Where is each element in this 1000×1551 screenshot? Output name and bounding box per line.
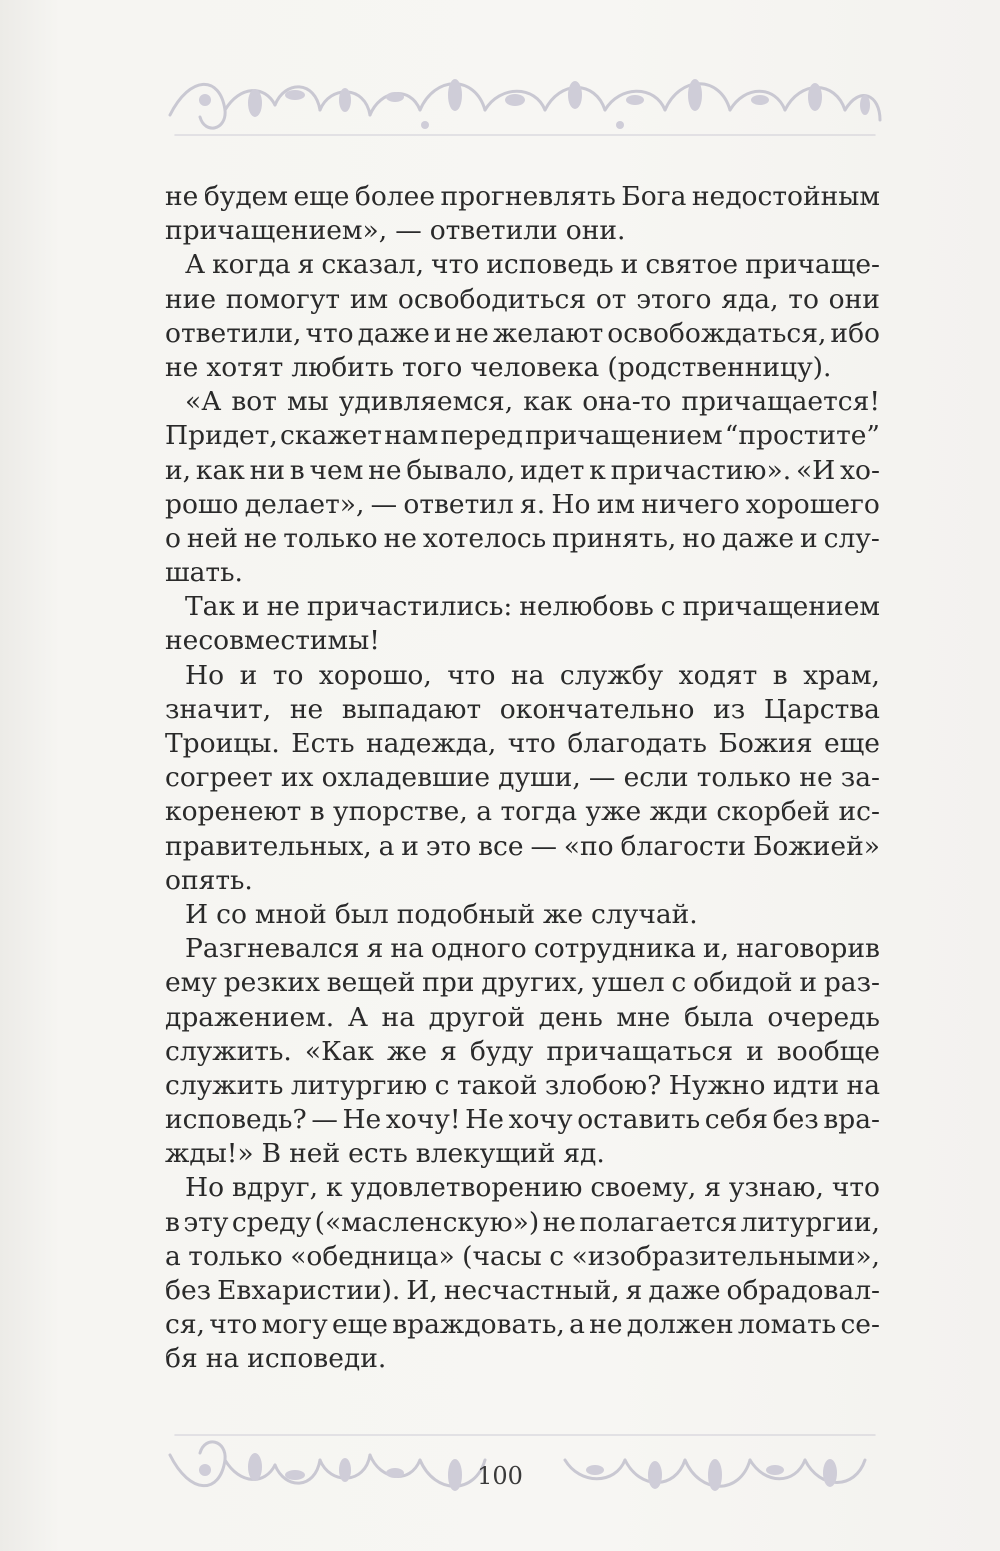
- word: раз-: [823, 967, 880, 999]
- word: се-: [840, 1309, 880, 1341]
- text-line: [165, 624, 880, 658]
- word: души,: [498, 762, 581, 794]
- word: она-то: [582, 386, 672, 418]
- text-line: [165, 761, 880, 795]
- text-line: [165, 966, 880, 1000]
- word: я: [366, 933, 384, 965]
- word: И,: [406, 1275, 438, 1306]
- text-line: [165, 659, 880, 693]
- word: буду: [469, 1035, 534, 1067]
- word: ничего: [641, 488, 740, 520]
- word: только: [696, 762, 792, 794]
- word: Евхаристии).: [217, 1275, 401, 1306]
- word: выпадают: [341, 693, 482, 725]
- word: есть: [348, 1138, 408, 1170]
- word: что: [447, 659, 496, 691]
- word: скажет: [280, 420, 382, 452]
- word: нелюбовь: [519, 591, 654, 623]
- word: не: [799, 762, 833, 794]
- text-line: [165, 248, 880, 282]
- word: не: [589, 1309, 623, 1341]
- word: делает»,: [244, 488, 365, 520]
- word: надежда,: [365, 728, 497, 759]
- word: ис-: [838, 796, 880, 828]
- word: из: [713, 693, 746, 725]
- word: («масленскую»): [314, 1206, 540, 1238]
- word: еще: [823, 728, 880, 759]
- word: жди: [649, 796, 708, 828]
- word: полагается: [579, 1206, 738, 1238]
- text-line: [165, 795, 880, 829]
- word: что: [431, 249, 480, 281]
- word: —: [311, 1104, 338, 1136]
- text-line: [165, 488, 880, 522]
- text-line: [165, 590, 880, 624]
- text-line: [165, 1069, 880, 1103]
- word: службу: [559, 659, 664, 691]
- word: среду: [231, 1206, 312, 1238]
- word: ходят: [678, 659, 758, 691]
- text-line: [165, 1137, 880, 1171]
- word: причастию».: [610, 454, 792, 486]
- text-line: [165, 1274, 880, 1308]
- word: они: [828, 283, 880, 315]
- word: причащением»,: [165, 215, 388, 247]
- word: причащением: [525, 420, 723, 452]
- word: Разгневался: [185, 933, 360, 965]
- page-text: [165, 180, 880, 1377]
- word: перед: [440, 420, 523, 452]
- word: влекущий: [415, 1138, 556, 1170]
- word: ни: [249, 454, 285, 486]
- word: еще: [331, 1309, 388, 1341]
- word: не: [165, 181, 199, 212]
- word: без: [165, 1275, 212, 1306]
- word: тогда: [500, 796, 578, 828]
- word: желают: [492, 317, 604, 349]
- word: освобождаться,: [607, 317, 827, 349]
- text-line: [165, 1103, 880, 1137]
- word: даже: [721, 522, 795, 554]
- text-line: [165, 727, 880, 761]
- word: если: [623, 762, 689, 794]
- word: Нужно: [668, 1069, 766, 1101]
- word: ответил: [403, 488, 514, 520]
- word: а: [378, 830, 395, 862]
- word: охладевшие: [321, 762, 490, 794]
- word: идти: [772, 1069, 840, 1101]
- text-line: [165, 1035, 880, 1069]
- word: Бога: [621, 181, 687, 212]
- word: даже: [648, 1275, 721, 1306]
- word: вра-: [823, 1104, 880, 1136]
- word: с: [434, 1069, 450, 1101]
- word: обрадовал-: [726, 1275, 880, 1306]
- text-line: [165, 351, 880, 385]
- word: вот: [231, 386, 277, 418]
- word: Троицы.: [165, 728, 280, 759]
- text-line: [165, 522, 880, 556]
- word: очередь: [767, 1001, 880, 1033]
- word: я: [440, 1035, 457, 1067]
- word: наговорив: [736, 933, 880, 965]
- word: Придет,: [165, 420, 278, 452]
- word: —: [395, 215, 422, 247]
- word: несовместимы!: [165, 625, 380, 657]
- text-line: [165, 864, 880, 898]
- word: оставить: [577, 1104, 701, 1136]
- word: другой: [428, 1001, 526, 1033]
- word: дражением.: [165, 1001, 335, 1033]
- word: к: [589, 454, 606, 486]
- word: жды!»: [165, 1138, 254, 1170]
- word: что: [831, 1172, 880, 1204]
- word: на: [205, 1343, 240, 1375]
- word: причаще-: [745, 249, 880, 281]
- word: удивляемся,: [338, 386, 514, 418]
- text-line: [165, 214, 880, 248]
- word: и: [241, 591, 260, 623]
- word: литургию: [290, 1069, 428, 1101]
- text-line: [165, 385, 880, 419]
- word: Но: [185, 1172, 225, 1204]
- word: бывало,: [406, 454, 516, 486]
- word: благодать: [567, 728, 707, 759]
- word: несчастный,: [443, 1275, 620, 1306]
- word: я: [704, 1172, 721, 1204]
- word: вдруг,: [232, 1172, 319, 1204]
- text-line: [165, 1240, 880, 1274]
- word: без: [772, 1104, 819, 1136]
- word: согреет: [165, 762, 273, 794]
- word: в: [772, 659, 788, 691]
- word: был: [334, 898, 389, 930]
- top-ornament-border: [165, 55, 885, 150]
- word: уже: [585, 796, 642, 828]
- word: того: [401, 351, 463, 383]
- word: принять,: [552, 522, 677, 554]
- word: одного: [431, 933, 527, 965]
- word: (часы: [462, 1240, 542, 1272]
- word: этого: [636, 283, 712, 315]
- word: хорошо,: [318, 659, 432, 691]
- word: причащением: [682, 591, 880, 623]
- word: им: [349, 283, 389, 315]
- word: “простите”: [724, 420, 880, 452]
- word: и: [401, 830, 419, 862]
- word: и: [799, 967, 818, 999]
- word: не: [542, 1206, 576, 1238]
- word: ние: [165, 283, 217, 315]
- word: Не: [465, 1104, 504, 1136]
- word: сотрудника: [533, 933, 696, 965]
- text-line: [165, 1171, 880, 1205]
- word: литургии,: [740, 1206, 880, 1238]
- word: в: [289, 454, 305, 486]
- word: за-: [840, 762, 880, 794]
- word: человека: [470, 351, 600, 383]
- word: со: [216, 898, 247, 930]
- word: «Как: [304, 1035, 374, 1067]
- word: я: [297, 249, 315, 281]
- word: на: [390, 933, 424, 965]
- word: но: [682, 522, 716, 554]
- text-line: [165, 932, 880, 966]
- text-line: [165, 1342, 880, 1376]
- word: не: [455, 317, 489, 349]
- word: на: [381, 1001, 416, 1033]
- word: недостойным: [691, 181, 880, 212]
- word: только: [188, 1240, 283, 1272]
- word: не: [243, 522, 278, 554]
- word: исповеди.: [247, 1343, 387, 1375]
- word: причащаться: [546, 1035, 734, 1067]
- word: ибо: [830, 317, 880, 349]
- word: Есть: [291, 728, 355, 759]
- word: была: [684, 1001, 754, 1033]
- word: «изобразительными»,: [571, 1240, 880, 1272]
- word: других,: [481, 967, 586, 999]
- word: опять.: [165, 864, 253, 896]
- word: упорстве,: [333, 796, 468, 828]
- text-line: [165, 898, 880, 932]
- word: это: [425, 830, 472, 862]
- page-number: 100: [477, 1462, 523, 1490]
- word: и,: [703, 933, 730, 965]
- word: сказал,: [321, 249, 425, 281]
- word: с: [660, 591, 676, 623]
- word: И: [185, 898, 209, 930]
- word: злобою?: [544, 1069, 662, 1101]
- word: хорошего: [745, 488, 880, 520]
- word: хочу: [508, 1104, 573, 1136]
- word: помогут: [225, 283, 341, 315]
- word: все: [478, 830, 524, 862]
- word: ответили: [429, 215, 558, 247]
- word: а: [476, 796, 492, 828]
- word: им: [596, 488, 636, 520]
- word: узнаю,: [728, 1172, 824, 1204]
- word: резких: [223, 967, 320, 999]
- word: яда,: [721, 283, 779, 315]
- word: в: [309, 796, 325, 828]
- word: ней: [289, 1138, 341, 1170]
- word: на: [510, 659, 545, 691]
- word: хотят: [206, 351, 284, 383]
- word: идет: [520, 454, 585, 486]
- word: с: [549, 1240, 565, 1272]
- word: я: [625, 1275, 643, 1306]
- word: то: [272, 659, 304, 691]
- word: что: [305, 317, 354, 349]
- text-line: [165, 830, 880, 864]
- word: «обедница»: [290, 1240, 455, 1272]
- word: В: [261, 1138, 282, 1170]
- word: ему: [165, 967, 217, 999]
- word: же: [387, 1035, 428, 1067]
- word: и: [746, 1035, 764, 1067]
- word: не: [165, 351, 199, 383]
- word: и: [620, 249, 639, 281]
- text-line: [165, 317, 880, 351]
- word: «по: [563, 830, 614, 862]
- word: своему,: [590, 1172, 697, 1204]
- word: хотелось: [422, 522, 547, 554]
- text-line: [165, 1206, 880, 1240]
- word: что: [209, 1309, 258, 1341]
- word: прогневлять: [440, 181, 616, 212]
- word: эту: [183, 1206, 229, 1238]
- word: ломать: [737, 1309, 837, 1341]
- word: только: [283, 522, 378, 554]
- word: исповедь: [486, 249, 614, 281]
- word: при: [422, 967, 475, 999]
- word: обидой: [693, 967, 793, 999]
- word: то: [788, 283, 819, 315]
- word: правительных,: [165, 830, 372, 862]
- word: вещей: [326, 967, 416, 999]
- word: еще: [293, 181, 350, 212]
- text-line: [165, 283, 880, 317]
- text-line: [165, 419, 880, 453]
- word: и: [800, 522, 818, 554]
- word: не: [368, 454, 402, 486]
- word: ушел: [591, 967, 665, 999]
- word: случай.: [591, 898, 698, 930]
- word: А: [347, 1001, 368, 1033]
- word: Не: [342, 1104, 382, 1136]
- word: бя: [165, 1343, 198, 1375]
- word: их: [280, 762, 314, 794]
- word: благости: [620, 830, 747, 862]
- word: на: [846, 1069, 880, 1101]
- word: мне: [616, 1001, 671, 1033]
- word: себя: [704, 1104, 768, 1136]
- word: причащается!: [681, 386, 880, 418]
- word: освободиться: [397, 283, 587, 315]
- text-line: [165, 454, 880, 488]
- word: даже: [357, 317, 430, 349]
- word: святое: [645, 249, 739, 281]
- word: служить.: [165, 1035, 292, 1067]
- word: я.: [520, 488, 546, 520]
- word: подобный: [396, 898, 535, 930]
- word: нам: [384, 420, 439, 452]
- word: окончательно: [499, 693, 695, 725]
- word: любить: [291, 351, 394, 383]
- text-line: [165, 180, 880, 214]
- word: как: [195, 454, 245, 486]
- word: о: [165, 522, 181, 554]
- word: Но: [551, 488, 591, 520]
- word: и: [433, 317, 452, 349]
- word: слу-: [823, 522, 880, 554]
- word: же: [542, 898, 584, 930]
- word: ответили,: [165, 317, 302, 349]
- word: скорбей: [716, 796, 831, 828]
- word: такой: [456, 1069, 538, 1101]
- word: «А: [185, 386, 222, 418]
- word: а: [569, 1309, 585, 1341]
- word: ся,: [165, 1309, 205, 1341]
- word: с: [671, 967, 687, 999]
- word: как: [523, 386, 573, 418]
- word: —: [370, 488, 398, 520]
- text-line: [165, 1308, 880, 1342]
- word: причастились:: [306, 591, 513, 623]
- word: яд.: [563, 1138, 605, 1170]
- word: вообще: [776, 1035, 880, 1067]
- word: рошо: [165, 488, 239, 520]
- word: коренеют: [165, 796, 302, 828]
- word: Но: [185, 659, 225, 691]
- word: а: [165, 1240, 181, 1272]
- word: чем: [309, 454, 364, 486]
- text-line: [165, 556, 880, 590]
- word: что: [507, 728, 556, 759]
- word: «И: [795, 454, 836, 486]
- word: А: [185, 249, 206, 281]
- word: (родственницу).: [607, 351, 832, 383]
- text-line: [165, 693, 880, 727]
- word: хочу!: [385, 1104, 461, 1136]
- word: значит,: [165, 693, 272, 725]
- word: мы: [287, 386, 329, 418]
- word: шать.: [165, 557, 243, 589]
- text-line: [165, 1001, 880, 1035]
- word: в: [165, 1206, 180, 1238]
- word: удовлетворению: [350, 1172, 583, 1204]
- word: мной: [254, 898, 327, 930]
- word: могу: [261, 1309, 328, 1341]
- word: они.: [565, 215, 626, 247]
- word: —: [530, 830, 557, 862]
- word: и: [239, 659, 258, 691]
- word: более: [354, 181, 436, 212]
- word: служить: [165, 1069, 284, 1101]
- word: ней: [186, 522, 238, 554]
- word: день: [538, 1001, 603, 1033]
- word: к: [326, 1172, 343, 1204]
- word: —: [588, 762, 616, 794]
- word: исповедь?: [165, 1104, 307, 1136]
- word: Божия: [718, 728, 813, 759]
- word: должен: [626, 1309, 734, 1341]
- word: не: [383, 522, 417, 554]
- word: от: [595, 283, 627, 315]
- word: Царства: [763, 693, 880, 725]
- word: храм,: [803, 659, 880, 691]
- word: когда: [212, 249, 291, 281]
- word: не: [289, 693, 324, 725]
- word: будем: [203, 181, 288, 212]
- word: и,: [165, 454, 192, 486]
- word: хо-: [840, 454, 880, 486]
- word: враждовать,: [392, 1309, 565, 1341]
- word: Так: [185, 591, 236, 623]
- word: Божией»: [752, 830, 880, 862]
- word: не: [266, 591, 300, 623]
